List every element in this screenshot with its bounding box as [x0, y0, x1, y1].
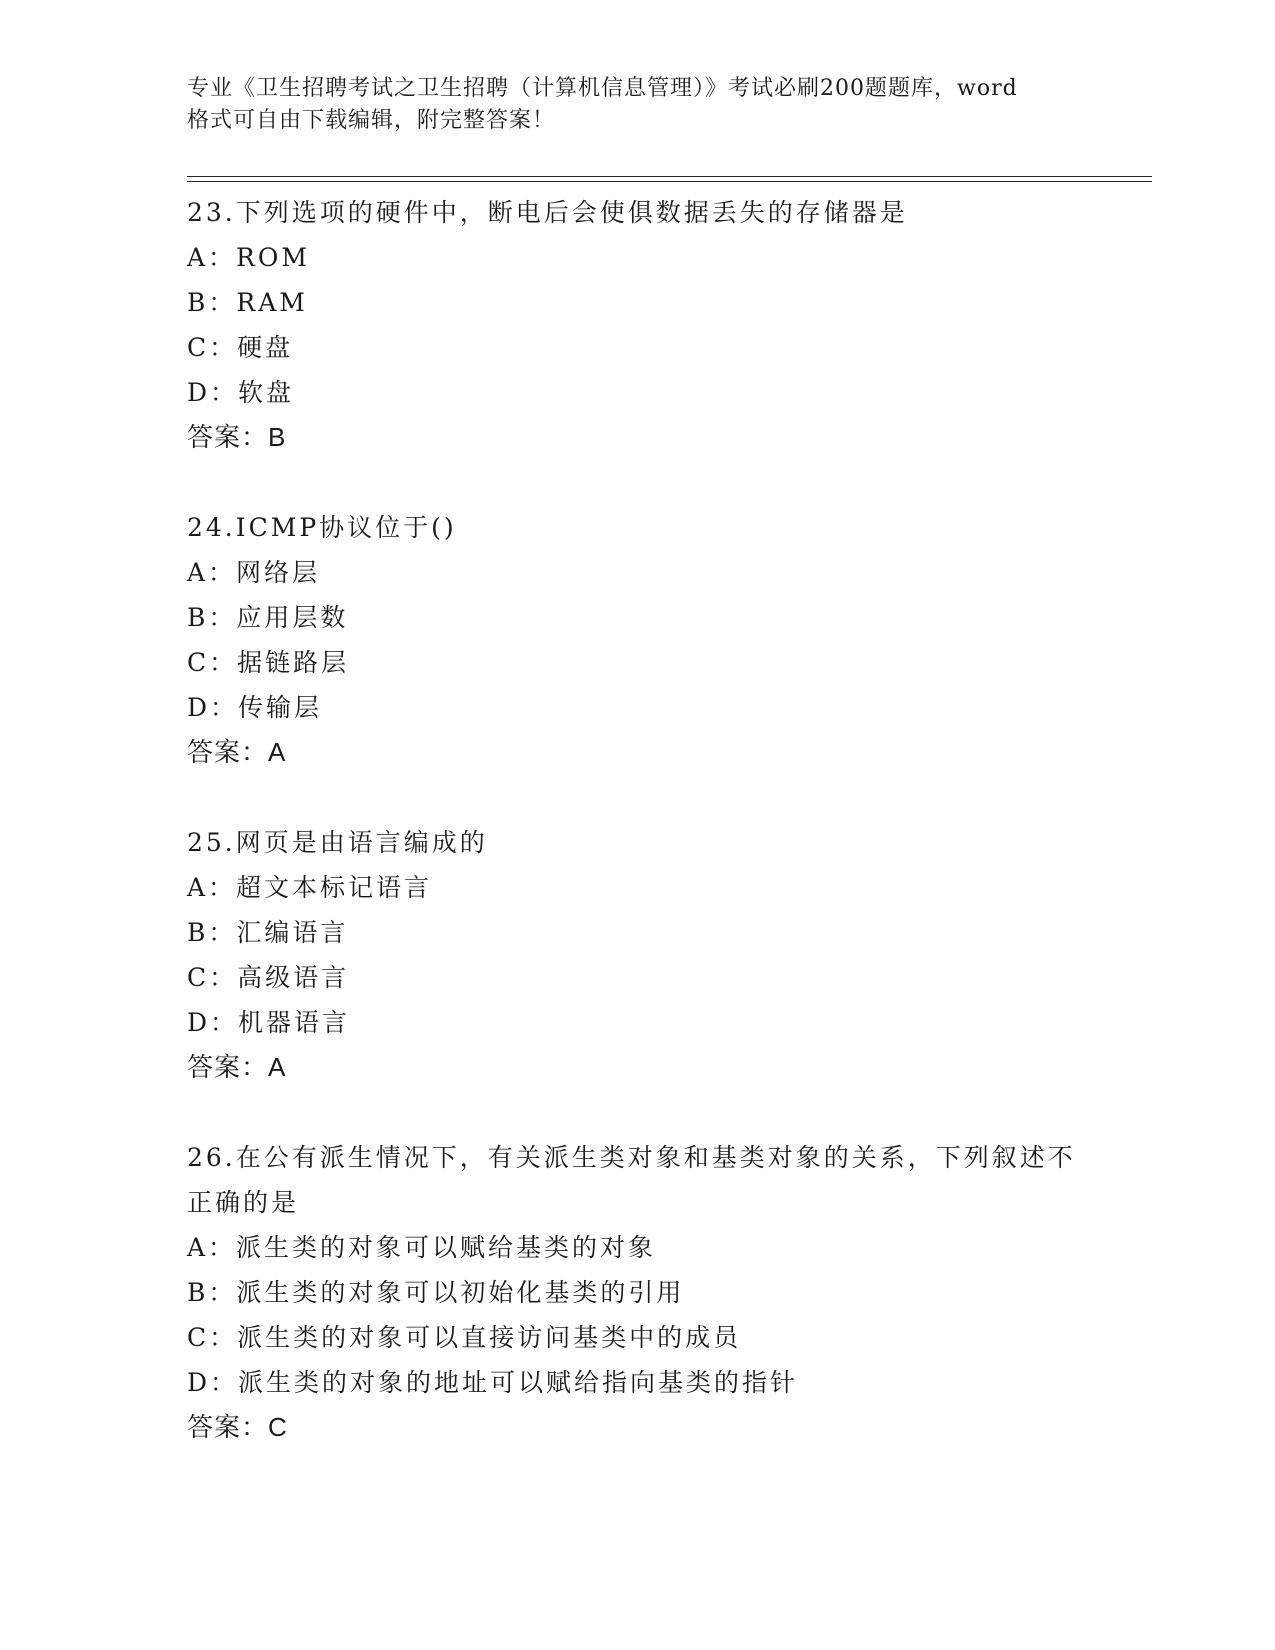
answer-text: 答案：A	[187, 737, 287, 767]
question-stem: 24.ICMP协议位于()	[187, 513, 457, 542]
question-26	[187, 1135, 1087, 1450]
option-b: B：应用层数	[187, 603, 349, 632]
question-25	[187, 820, 1087, 1090]
header-divider-bottom	[187, 181, 1152, 182]
question-23	[187, 190, 1087, 460]
option-c: C：高级语言	[187, 963, 350, 992]
option-b: B：派生类的对象可以初始化基类的引用	[187, 1278, 685, 1307]
option-c: C：据链路层	[187, 648, 350, 677]
question-stem: 23.下列选项的硬件中，断电后会使俱数据丢失的存储器是	[187, 198, 908, 227]
header-divider-top	[187, 176, 1152, 177]
header-line-1: 专业《卫生招聘考试之卫生招聘（计算机信息管理）》考试必刷200题题库，word	[187, 76, 1018, 101]
option-d: D：软盘	[187, 378, 295, 407]
question-stem: 26.在公有派生情况下，有关派生类对象和基类对象的关系，下列叙述不正确的是	[187, 1143, 1076, 1217]
header-line-2: 格式可自由下载编辑，附完整答案！	[187, 108, 556, 133]
option-c: C：硬盘	[187, 333, 294, 362]
option-a: A：ROM	[187, 243, 310, 272]
option-d: D：派生类的对象的地址可以赋给指向基类的指针	[187, 1368, 799, 1397]
answer-text: 答案：B	[187, 422, 287, 452]
option-d: D：传输层	[187, 693, 323, 722]
document-header	[187, 73, 1087, 137]
answer-text: 答案：A	[187, 1052, 287, 1082]
option-c: C：派生类的对象可以直接访问基类中的成员	[187, 1323, 742, 1352]
question-stem: 25.网页是由语言编成的	[187, 828, 488, 857]
option-a: A：超文本标记语言	[187, 873, 433, 902]
option-a: A：网络层	[187, 558, 321, 587]
option-a: A：派生类的对象可以赋给基类的对象	[187, 1233, 657, 1262]
question-24	[187, 505, 1087, 775]
option-b: B：汇编语言	[187, 918, 349, 947]
answer-text: 答案：C	[187, 1412, 288, 1442]
question-list	[187, 190, 1087, 1495]
option-b: B：RAM	[187, 288, 308, 317]
option-d: D：机器语言	[187, 1008, 351, 1037]
